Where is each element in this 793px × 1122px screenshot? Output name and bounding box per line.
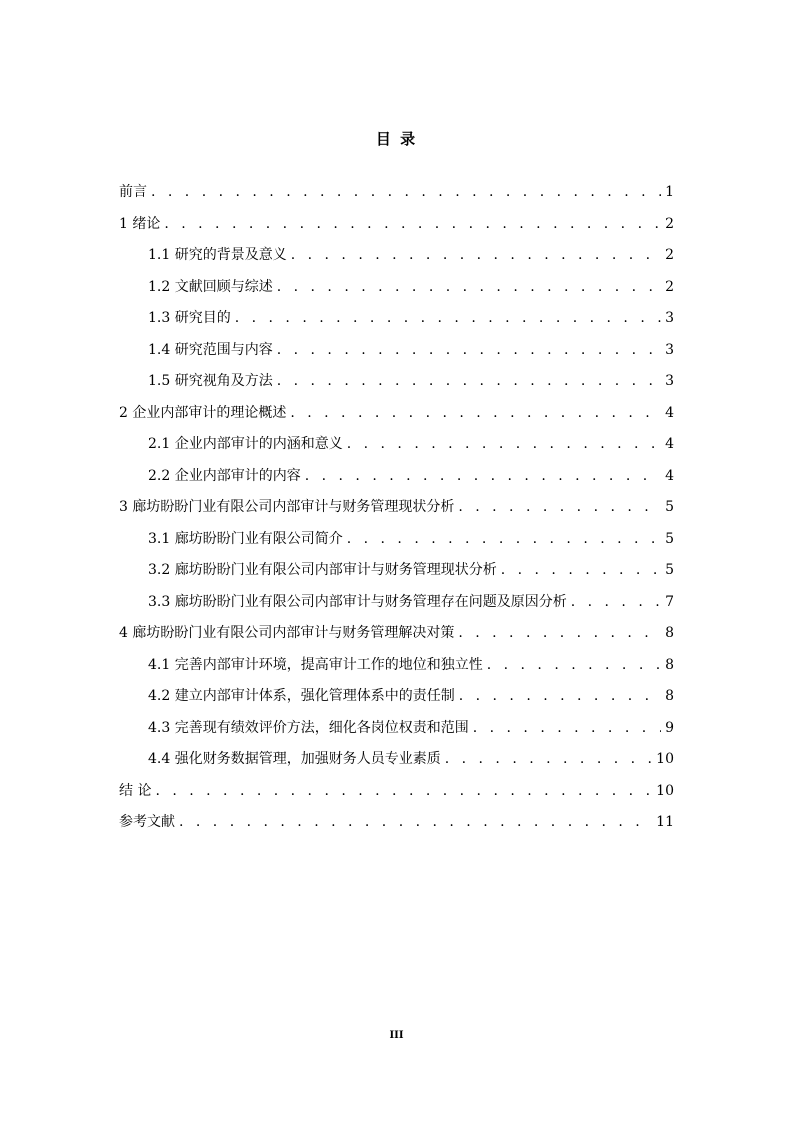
toc-leader-dots — [305, 464, 661, 488]
toc-entry[interactable] — [119, 432, 674, 464]
toc-leader-dots — [155, 779, 652, 803]
toc-entry-label: 3 廊坊盼盼门业有限公司内部审计与财务管理现状分析 — [119, 499, 455, 515]
toc-entry[interactable] — [119, 779, 674, 811]
toc-entry[interactable] — [119, 684, 674, 716]
toc-entry-page: 8 — [665, 688, 674, 704]
toc-entry-page: 4 — [665, 436, 674, 452]
toc-entry[interactable] — [119, 716, 674, 748]
toc-entry-page: 10 — [656, 782, 674, 799]
toc-entry-label: 3.2 廊坊盼盼门业有限公司内部审计与财务管理现状分析 — [148, 562, 497, 578]
toc-entry-page: 5 — [665, 530, 674, 547]
toc-entry-page: 5 — [665, 499, 674, 515]
toc-leader-dots — [458, 495, 661, 519]
toc-entry-label: 4.1 完善内部审计环境，提高审计工作的地位和独立性 — [148, 656, 483, 673]
toc-leader-dots — [235, 306, 661, 330]
toc-leader-dots — [179, 810, 652, 834]
toc-entry[interactable] — [119, 180, 674, 212]
toc-entry[interactable] — [119, 369, 674, 401]
toc-entry[interactable] — [119, 747, 674, 779]
page-title: 目 录 — [375, 130, 418, 148]
toc-entry-label: 1.1 研究的背景及意义 — [148, 247, 287, 263]
toc-entry-page: 2 — [665, 278, 674, 295]
toc-entry-page: 2 — [665, 247, 674, 263]
toc-leader-dots — [277, 338, 661, 362]
toc-leader-dots — [277, 275, 661, 299]
toc-entry-page: 4 — [665, 467, 674, 484]
toc-leader-dots — [445, 747, 652, 771]
toc-entry-label: 4.4 强化财务数据管理，加强财务人员专业素质 — [148, 751, 441, 767]
toc-leader-dots — [487, 653, 661, 677]
toc-leader-dots — [164, 212, 661, 236]
toc-entry-label: 参考文献 — [119, 814, 175, 830]
toc-entry-page: 5 — [665, 562, 674, 578]
toc-entry-label: 1.2 文献回顾与综述 — [148, 278, 273, 295]
toc-leader-dots — [473, 716, 661, 740]
toc-entry-page: 2 — [665, 215, 674, 232]
toc-entry[interactable] — [119, 621, 674, 653]
toc-entry[interactable] — [119, 495, 674, 527]
toc-entry-label: 结 论 — [119, 782, 152, 799]
toc-entry-page: 11 — [656, 814, 674, 830]
toc-entry[interactable] — [119, 401, 674, 433]
toc-entry-label: 2.2 企业内部审计的内容 — [148, 467, 301, 484]
toc-entry-page: 4 — [665, 404, 674, 421]
toc-entry[interactable] — [119, 590, 674, 622]
toc-entry-label: 2 企业内部审计的理论概述 — [119, 404, 287, 421]
toc-entry-label: 4.2 建立内部审计体系，强化管理体系中的责任制 — [148, 688, 455, 704]
toc-entry-page: 3 — [665, 373, 674, 389]
toc-entry-page: 1 — [665, 184, 674, 200]
toc-entry-label: 3.3 廊坊盼盼门业有限公司内部审计与财务管理存在问题及原因分析 — [148, 593, 567, 610]
table-of-contents — [119, 180, 674, 842]
toc-entry-page: 7 — [665, 593, 674, 610]
toc-entry-page: 10 — [656, 751, 674, 767]
toc-entry[interactable] — [119, 558, 674, 590]
toc-entry-label: 4 廊坊盼盼门业有限公司内部审计与财务管理解决对策 — [119, 625, 455, 641]
toc-entry[interactable] — [119, 338, 674, 370]
page-number: III — [389, 1030, 404, 1041]
toc-entry[interactable] — [119, 810, 674, 842]
toc-entry-label: 1.4 研究范围与内容 — [148, 341, 273, 358]
toc-entry[interactable] — [119, 306, 674, 338]
toc-entry[interactable] — [119, 653, 674, 685]
toc-entry-label: 3.1 廊坊盼盼门业有限公司简介 — [148, 530, 343, 547]
toc-entry[interactable] — [119, 275, 674, 307]
toc-leader-dots — [459, 684, 661, 708]
toc-entry-label: 1.3 研究目的 — [148, 310, 231, 326]
toc-entry-label: 前言 — [119, 184, 147, 200]
toc-leader-dots — [347, 432, 661, 456]
toc-leader-dots — [151, 180, 661, 204]
toc-entry-label: 1.5 研究视角及方法 — [148, 373, 273, 389]
toc-leader-dots — [291, 243, 661, 267]
toc-leader-dots — [571, 590, 661, 614]
toc-entry-label: 1 绪论 — [119, 215, 161, 232]
toc-leader-dots — [277, 369, 661, 393]
toc-entry-page: 3 — [665, 310, 674, 326]
toc-leader-dots — [290, 401, 661, 425]
toc-entry-page: 9 — [665, 719, 674, 736]
toc-entry[interactable] — [119, 527, 674, 559]
toc-entry-page: 8 — [665, 625, 674, 641]
toc-entry[interactable] — [119, 212, 674, 244]
toc-leader-dots — [458, 621, 661, 645]
toc-entry[interactable] — [119, 243, 674, 275]
toc-entry-label: 2.1 企业内部审计的内涵和意义 — [148, 436, 343, 452]
toc-entry-label: 4.3 完善现有绩效评价方法，细化各岗位权责和范围 — [148, 719, 469, 736]
toc-entry[interactable] — [119, 464, 674, 496]
toc-leader-dots — [347, 527, 661, 551]
toc-entry-page: 8 — [665, 656, 674, 673]
toc-entry-page: 3 — [665, 341, 674, 358]
toc-leader-dots — [501, 558, 661, 582]
